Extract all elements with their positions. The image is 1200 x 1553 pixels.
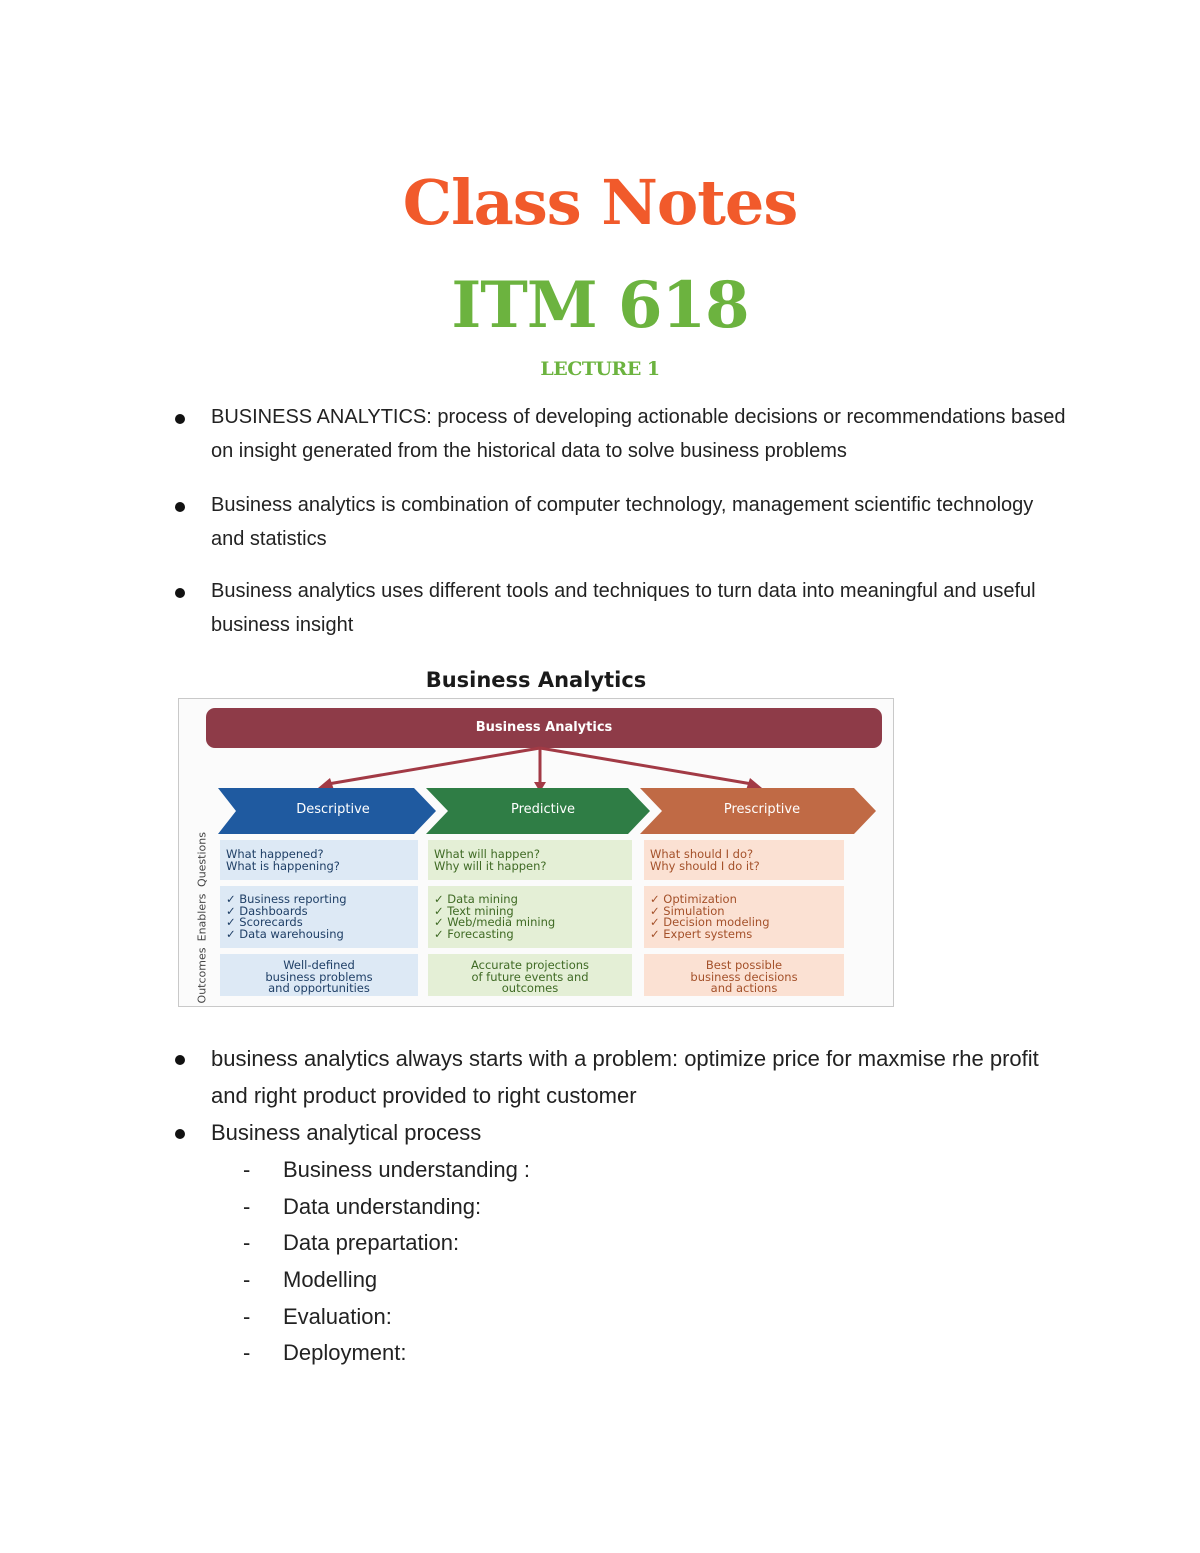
process-step: - Data prepartation: [283, 1224, 459, 1261]
questions-descriptive: What happened? What is happening? [220, 840, 418, 880]
bullet-text: Business analytical process [211, 1120, 482, 1145]
bullet-text: Business analytics uses different tools and techniques to turn data into meaningful and useful business insight [211, 580, 1036, 636]
course-code: ITM 618 [451, 268, 749, 343]
page-title: Class Notes [402, 166, 798, 239]
outcomes-prescriptive: Best possible business decisions and actions [644, 954, 844, 996]
row-label-enablers: Enablers [195, 893, 209, 942]
bullet-icon [175, 1129, 185, 1139]
enablers-descriptive: ✓ Business reporting ✓ Dashboards ✓ Scorecards ✓ Data warehousing [220, 886, 418, 948]
list-item [211, 1114, 1071, 1151]
enablers-predictive: ✓ Data mining ✓ Text mining ✓ Web/media mining ✓ Forecasting [428, 886, 632, 948]
questions-prescriptive: What should I do? Why should I do it? [644, 840, 844, 880]
dash-icon: - [243, 1230, 251, 1255]
row-label-questions: Questions [195, 832, 209, 887]
bullet-text: Business analytics is combination of computer technology, management scientific technology and statistics [211, 494, 1034, 550]
list-item [211, 488, 1071, 556]
list-item [211, 400, 1071, 468]
dash-icon: - [243, 1267, 251, 1292]
bullet-icon [175, 1055, 185, 1065]
dash-icon: - [243, 1304, 251, 1329]
bullet-icon [175, 588, 185, 598]
dash-icon: - [243, 1157, 251, 1182]
bullet-icon [175, 502, 185, 512]
stage-predictive: Predictive [510, 802, 576, 817]
process-step: - Deployment: [283, 1334, 407, 1371]
process-step: - Modelling [283, 1261, 377, 1298]
bullet-icon [175, 414, 185, 424]
outcomes-predictive: Accurate projections of future events and outcomes [428, 954, 632, 996]
outcomes-descriptive: Well-defined business problems and opportunities [220, 954, 418, 996]
row-label-outcomes: Outcomes [195, 947, 209, 1004]
connector-lines [328, 748, 752, 784]
banner-label: Business Analytics [475, 720, 613, 735]
process-step: - Data understanding: [283, 1188, 481, 1225]
process-step: - Business understanding : [283, 1151, 530, 1188]
lecture-label: LECTURE 1 [540, 358, 660, 380]
list-item [211, 574, 1071, 642]
bullet-text: business analytics always starts with a problem: optimize price for maxmise rhe profit and right product provided to right customer [211, 1046, 1039, 1108]
diagram-heading: Business Analytics [425, 668, 647, 692]
stage-descriptive: Descriptive [296, 802, 370, 817]
dash-icon: - [243, 1194, 251, 1219]
questions-predictive: What will happen? Why will it happen? [428, 840, 632, 880]
bullet-text: BUSINESS ANALYTICS: process of developing actionable decisions or recommendations based on insight generated from the historical data to solve business problems [211, 406, 1066, 462]
process-step: - Evaluation: [283, 1298, 392, 1335]
dash-icon: - [243, 1340, 251, 1365]
enablers-prescriptive: ✓ Optimization ✓ Simulation ✓ Decision modeling ✓ Expert systems [644, 886, 844, 948]
list-item [211, 1040, 1071, 1114]
stage-prescriptive: Prescriptive [723, 802, 801, 817]
business-analytics-diagram [178, 664, 894, 1009]
